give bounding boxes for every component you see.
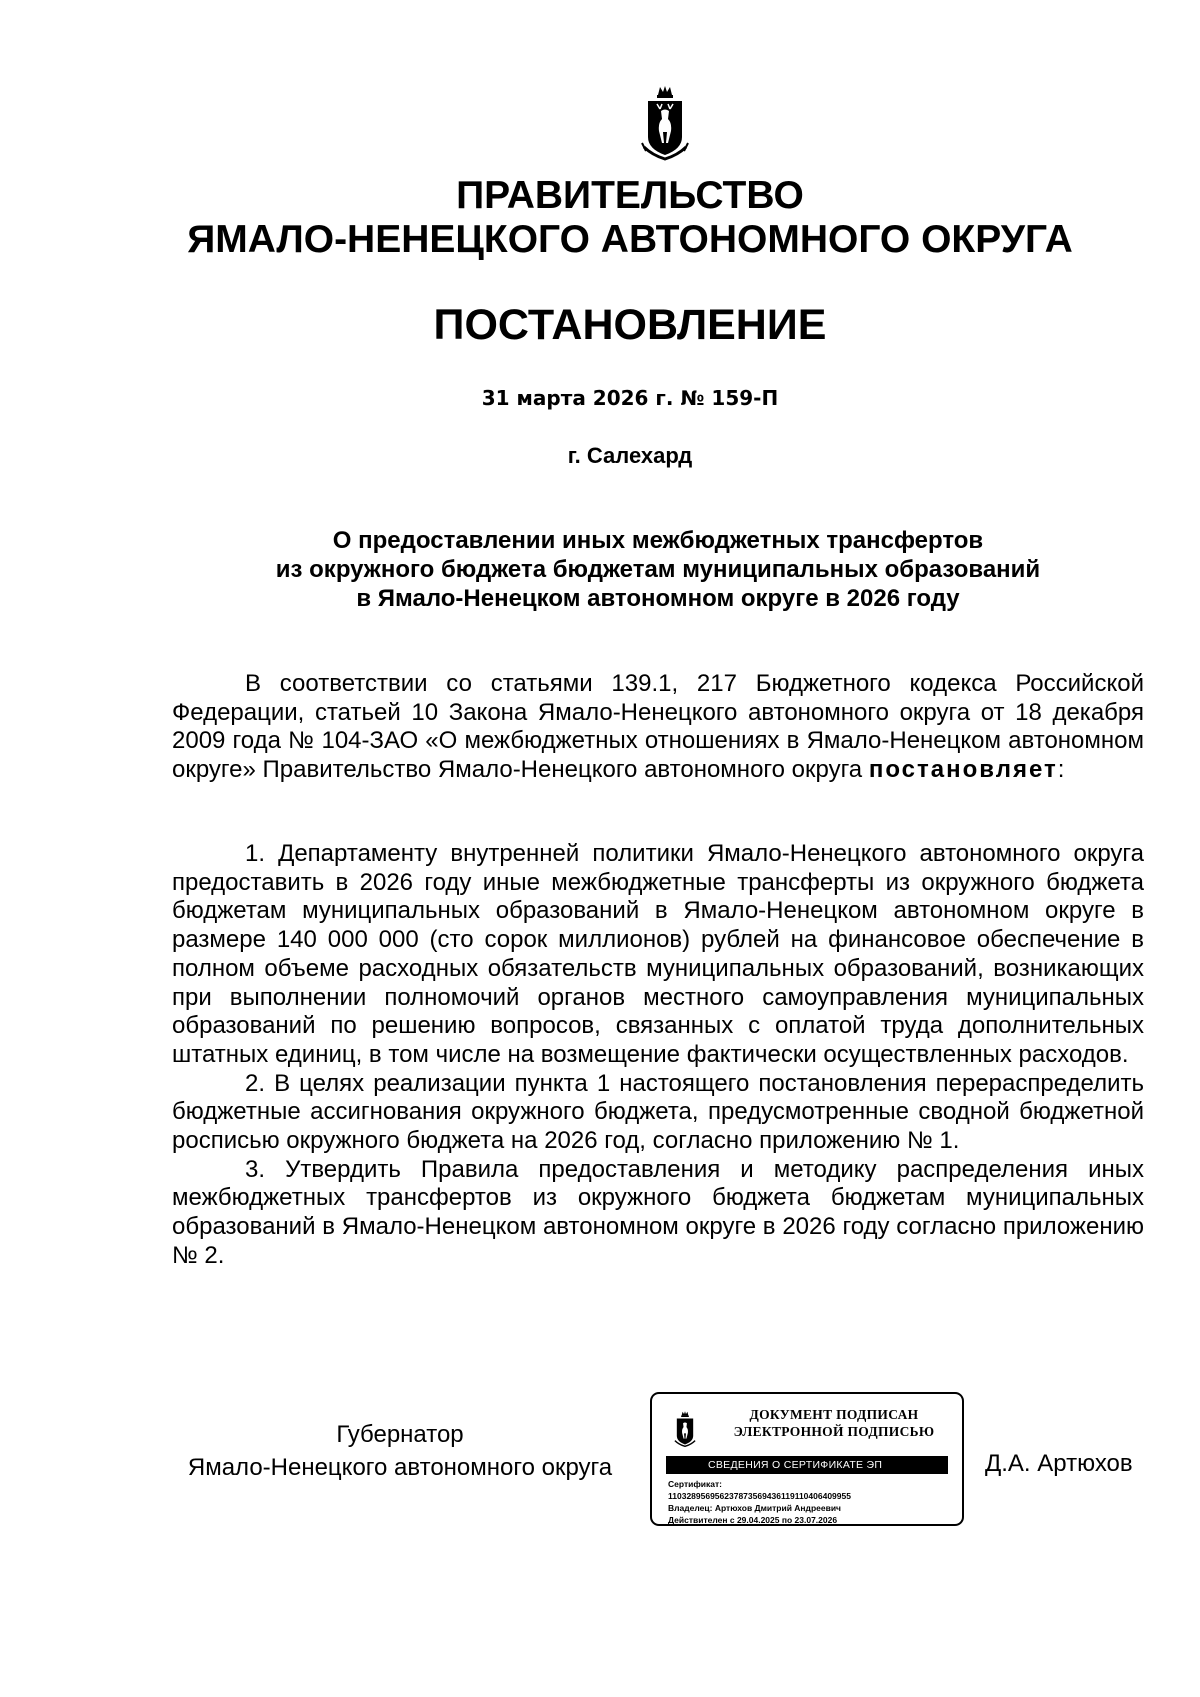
document-subject	[172, 526, 1144, 613]
subject-line: О предоставлении иных межбюджетных трансфертов	[332, 527, 984, 554]
subject-line: в Ямало-Ненецком автономном округе в 2026 году	[356, 585, 960, 612]
position-line: Ямало-Ненецкого автономного округа	[187, 1454, 613, 1481]
government-title-line2: ЯМАЛО-НЕНЕЦКОГО АВТОНОМНОГО ОКРУГА	[187, 218, 1073, 261]
certificate-owner: Владелец: Артюхов Дмитрий Андреевич	[668, 1503, 841, 1513]
preamble	[172, 670, 1144, 785]
document-type: ПОСТАНОВЛЕНИЕ	[433, 301, 827, 349]
stamp-coat-of-arms-icon	[672, 1410, 698, 1450]
coat-of-arms-icon	[638, 85, 692, 165]
decree-item: 1. Департаменту внутренней политики Ямало-Ненецкого автономного округа предоставить в 2026 году иные межбюджетные трансферты из окружного бюджета бюджетам муниципальных образований в Ямало-Ненецком автономном округе в размере 140 000 000 (сто сорок миллионов) рублей на финансовое обеспечение в полном объеме расходных обязательств муниципальных образований, возникающих при выполнении полномочий органов местного самоуправления муниципальных образований по решению вопросов, связанных с оплатой труда дополнительных штатных единиц, в том числе на возмещение фактически осуществленных расходов.	[172, 840, 1144, 1068]
decree-items	[172, 840, 1144, 1271]
certificate-validity: Действителен с 29.04.2025 по 23.07.2026	[668, 1515, 838, 1525]
certificate-number: 110328956956237873569436119110406409955	[668, 1491, 851, 1501]
decree-item: 3. Утвердить Правила предоставления и методику распределения иных межбюджетных трансфертов из окружного бюджета бюджетам муниципальных образований в Ямало-Ненецком автономном округе в 2026 году согласно приложению № 2.	[172, 1155, 1144, 1269]
decree-item: 2. В целях реализации пункта 1 настоящего постановления перераспределить бюджетные ассигнования окружного бюджета, предусмотренные сводной бюджетной росписью окружного бюджета на 2026 год, согласно приложению № 1.	[172, 1069, 1144, 1155]
date-and-number: 31 марта 2026 г. № 159-П	[481, 386, 779, 410]
certificate-info-bar: СВЕДЕНИЯ О СЕРТИФИКАТЕ ЭП	[666, 1456, 948, 1474]
signatory-position	[160, 1418, 640, 1484]
position-line: Губернатор	[336, 1421, 464, 1448]
preamble-text: В соответствии со статьями 139.1, 217 Бюджетного кодекса Российской Федерации, статьей 10 Закона Ямало-Ненецкого автономного округа от 18 декабря 2009 года № 104-ЗАО «О межбюджетных отношениях в Ямало-Ненецком автономном округе» Правительство Ямало-Ненецкого автономного округа	[172, 670, 1144, 784]
signatory-name: Д.А. Артюхов	[985, 1450, 1133, 1477]
certificate-label: Сертификат:	[668, 1479, 722, 1489]
certificate-details	[668, 1478, 958, 1526]
subject-line: из окружного бюджета бюджетам муниципальных образований	[275, 556, 1041, 583]
preamble-colon: :	[1057, 756, 1065, 784]
stamp-title-line: ДОКУМЕНТ ПОДПИСАН	[749, 1407, 919, 1422]
stamp-title	[716, 1406, 952, 1440]
government-title-line1: ПРАВИТЕЛЬСТВО	[456, 174, 804, 217]
city: г. Салехард	[567, 443, 693, 468]
stamp-title-line: ЭЛЕКТРОННОЙ ПОДПИСЬЮ	[733, 1424, 935, 1439]
decree-word: постановляет	[868, 756, 1058, 784]
electronic-signature-stamp	[650, 1392, 964, 1526]
